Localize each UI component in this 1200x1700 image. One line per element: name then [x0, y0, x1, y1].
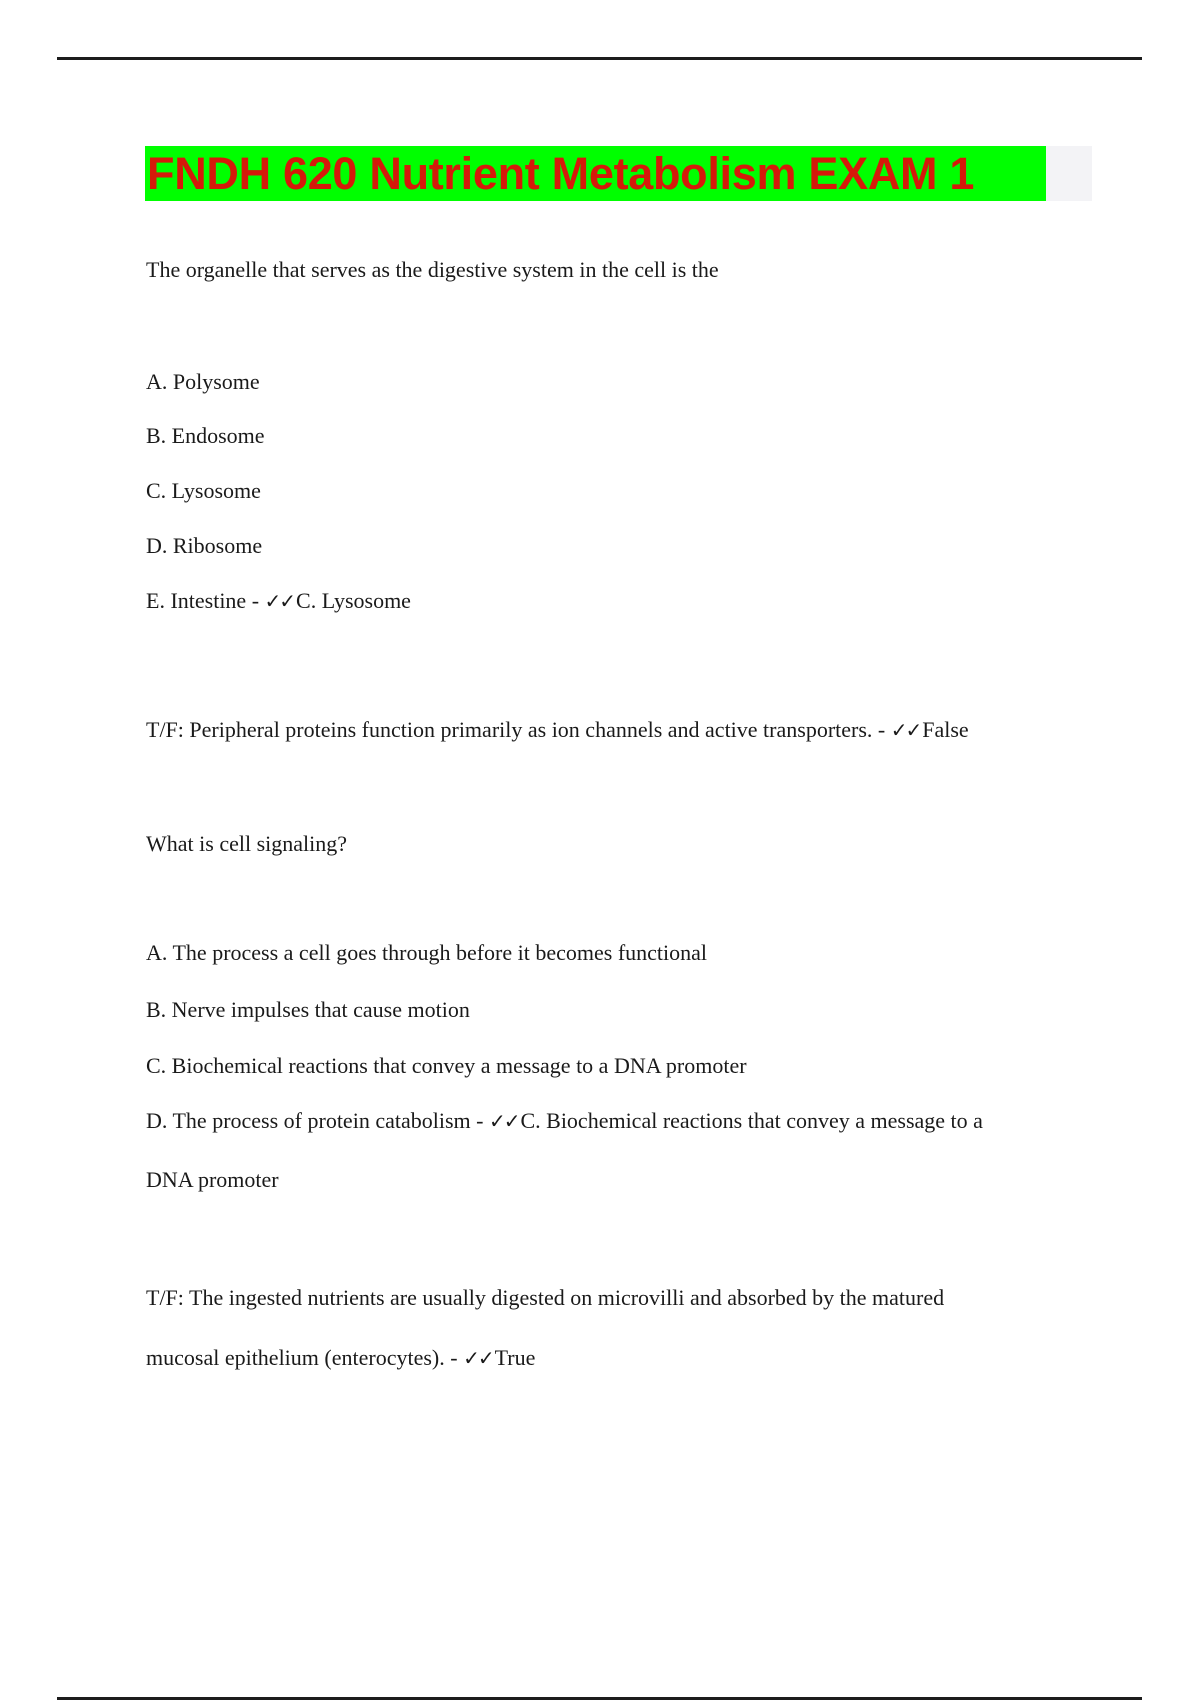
question-4-answer: True	[494, 1345, 536, 1370]
question-2-line	[146, 717, 969, 743]
question-3-option-d-with-answer	[146, 1108, 983, 1134]
question-1-option-b: B. Endosome	[146, 423, 265, 448]
document-title: FNDH 620 Nutrient Metabolism EXAM 1	[147, 148, 975, 199]
question-1-option-e: E. Intestine -	[146, 588, 265, 613]
question-3-answer-line1: C. Biochemical reactions that convey a message to a	[520, 1108, 983, 1133]
question-4-prompt-line1: T/F: The ingested nutrients are usually digested on microvilli and absorbed by the matured	[146, 1285, 945, 1310]
question-1-option-a: A. Polysome	[146, 369, 260, 394]
question-1-option-e-with-answer	[146, 588, 411, 614]
question-1-answer: C. Lysosome	[296, 588, 411, 613]
question-1-prompt: The organelle that serves as the digestive system in the cell is the	[146, 257, 719, 282]
question-3-option-a: A. The process a cell goes through before it becomes functional	[146, 940, 708, 965]
question-4-line2	[146, 1345, 535, 1371]
question-2-prompt: T/F: Peripheral proteins function primarily as ion channels and active transporters. -	[146, 717, 891, 742]
double-check-icon: ✓✓	[488, 1109, 519, 1133]
question-3-option-b: B. Nerve impulses that cause motion	[146, 997, 470, 1022]
question-4-prompt-line2: mucosal epithelium (enterocytes). -	[146, 1345, 464, 1370]
double-check-icon: ✓✓	[463, 1346, 493, 1370]
question-3-answer-line2: DNA promoter	[146, 1167, 279, 1192]
question-3-option-d: D. The process of protein catabolism -	[146, 1108, 489, 1133]
title-shade	[1046, 146, 1092, 201]
double-check-icon: ✓✓	[264, 589, 295, 613]
question-3-prompt: What is cell signaling?	[146, 831, 347, 856]
question-2-answer: False	[922, 717, 969, 742]
question-3-option-c: C. Biochemical reactions that convey a message to a DNA promoter	[146, 1053, 747, 1078]
question-1-option-d: D. Ribosome	[146, 533, 263, 558]
question-1-option-c: C. Lysosome	[146, 478, 261, 503]
top-rule	[57, 57, 1142, 60]
double-check-icon: ✓✓	[890, 718, 921, 742]
